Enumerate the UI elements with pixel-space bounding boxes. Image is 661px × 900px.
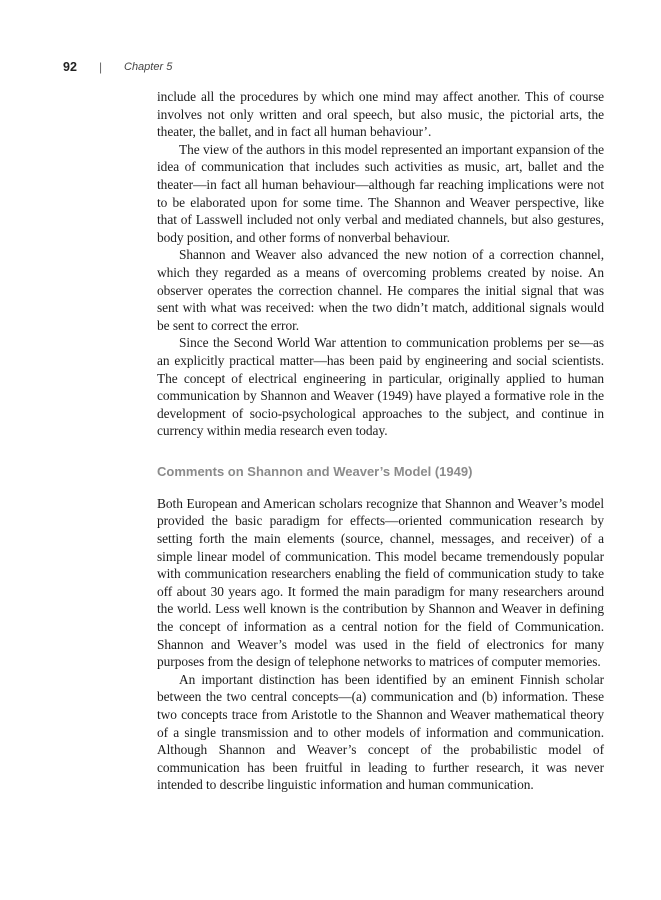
- body-text: [157, 88, 604, 794]
- paragraph: Since the Second World War attention to communication problems per se—as an explicitly practical matter—has been paid by engineering and social scientists. The concept of electrical engineering in particular, originally applied to human communication by Shannon and Weaver (1949) have played a formative role in the development of socio-psychological approaches to the subject, and continue in currency within media research even today.: [157, 335, 604, 439]
- chapter-label: Chapter 5: [124, 61, 173, 73]
- page-number: 92: [63, 60, 77, 74]
- paragraph: include all the procedures by which one mind may affect another. This of course involves not only written and oral speech, but also music, the pictorial arts, the theater, the ballet, and in fact all human behaviour’.: [157, 89, 604, 140]
- section-heading: Comments on Shannon and Weaver’s Model (1949): [157, 463, 473, 479]
- paragraph: Shannon and Weaver also advanced the new notion of a correction channel, which they regarded as a means of overcoming problems created by noise. An observer operates the correction channel. He compares the initial signal that was sent with what was received: when the two didn’t match, additional signals would be sent to correct the error.: [157, 247, 604, 333]
- paragraph: Both European and American scholars recognize that Shannon and Weaver’s model provided the basic paradigm for effects—oriented communication research by setting forth the main elements (source, channel, messages, and receiver) of a simple linear model of communication. This model became tremendously popular with communication researchers enabling the field of communication study to take off about 30 years ago. It formed the main paradigm for many researchers around the world. Less well known is the contribution by Shannon and Weaver in defining the concept of information as a central notion for the field of Communication. Shannon and Weaver’s model was used in the field of electronics for many purposes from the design of telephone networks to matrices of computer memories.: [157, 495, 604, 670]
- header-divider: |: [99, 60, 103, 74]
- paragraph: An important distinction has been identified by an eminent Finnish scholar between the two central concepts—(a) communication and (b) information. These two concepts trace from Aristotle to the Shannon and Weaver mathematical theory of a single transmission and to other models of information and communication. Although Shannon and Weaver’s concept of the probabilistic model of communication has been fruitful in leading to further research, it was never intended to describe linguistic information and human communication.: [157, 671, 604, 793]
- paragraph: The view of the authors in this model represented an important expansion of the idea of communication that includes such activities as music, art, ballet and the theater—in fact all human behaviour—although far reaching implications were not to be elaborated upon for some time. The Shannon and Weaver perspective, like that of Lasswell included not only verbal and mediated channels, but also gestures, body position, and other forms of nonverbal behaviour.: [157, 141, 604, 245]
- running-head: [0, 60, 661, 78]
